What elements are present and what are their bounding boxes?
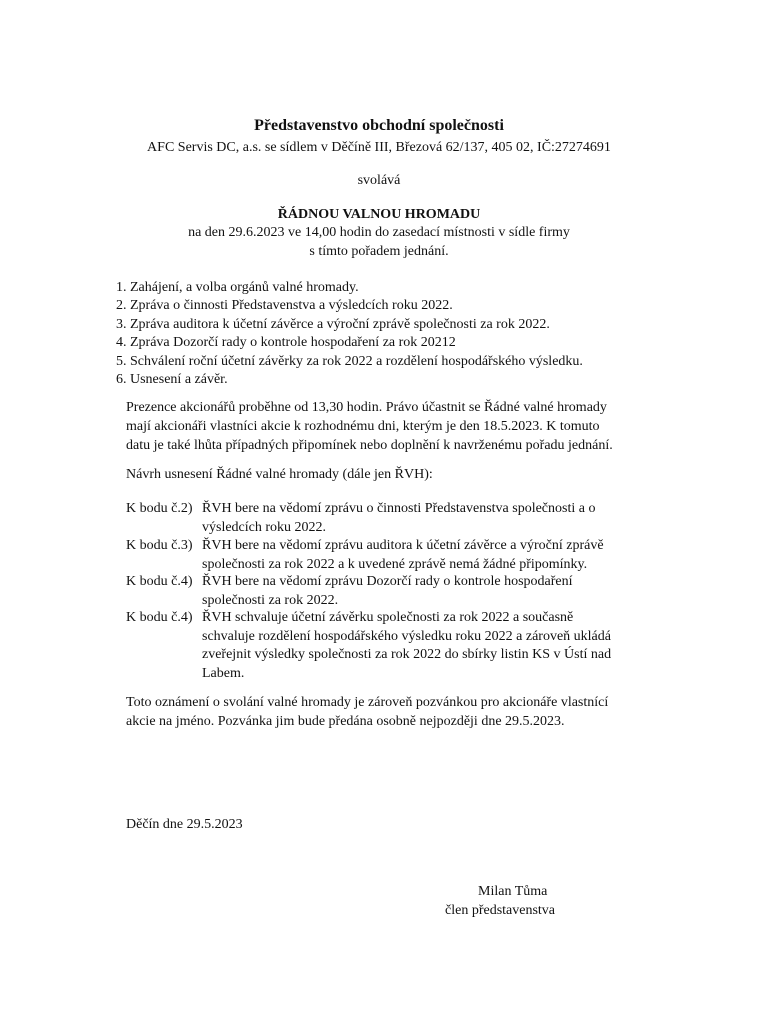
paragraph-line: mají akcionáři vlastníci akcie k rozhodnému dni, kterým je den 18.5.2023. K tomuto (126, 419, 600, 434)
agenda-item: 3. Zpráva auditora k účetní závěrce a výroční zprávě společnosti za rok 2022. (116, 316, 550, 332)
resolution-text: společnosti za rok 2022 a k uvedené zprávě nemá žádné připomínky. (202, 556, 588, 572)
document-title: Představenstvo obchodní společnosti (254, 117, 504, 134)
paragraph-line: Prezence akcionářů proběhne od 13,30 hodin. Právo účastnit se Řádné valné hromady (126, 400, 607, 415)
resolution-text: ŘVH schvaluje účetní závěrku společnosti za rok 2022 a současně (202, 610, 574, 625)
resolution-label: K bodu č.3) (126, 538, 193, 553)
presence-paragraph (126, 398, 613, 455)
resolution-text: Labem. (202, 665, 245, 681)
agenda-item: 4. Zpráva Dozorčí rady o kontrole hospodaření za rok 20212 (116, 335, 456, 351)
place-date: Děčín dne 29.5.2023 (126, 817, 243, 832)
resolution-point (126, 609, 611, 683)
resolution-label: K bodu č.4) (126, 610, 193, 625)
resolution-text: výsledcích roku 2022. (202, 519, 327, 535)
agenda-item: 2. Zpráva o činnosti Představenstva a výsledcích roku 2022. (116, 298, 453, 314)
resolution-text: společnosti za rok 2022. (202, 592, 339, 608)
agenda-item: 1. Zahájení, a volba orgánů valné hromady. (116, 280, 359, 295)
resolution-point (126, 573, 573, 610)
resolution-text: ŘVH bere na vědomí zprávu auditora k účetní závěrce a výroční zprávě (202, 538, 604, 553)
agenda-list (116, 279, 583, 389)
signature-name: Milan Tůma (478, 884, 548, 899)
paragraph-line: datu je také lhůta případných připomínek nebo doplnění k navrženému pořadu jednání. (126, 438, 613, 453)
resolution-text: ŘVH bere na vědomí zprávu o činnosti Představenstva společnosti a o (202, 501, 596, 516)
signature-role: člen představenstva (445, 903, 556, 918)
notice-paragraph (126, 693, 608, 731)
company-line: AFC Servis DC, a.s. se sídlem v Děčíně III, Březová 62/137, 405 02, IČ:27274691 (147, 140, 611, 155)
resolution-label: K bodu č.4) (126, 574, 193, 589)
agenda-item: 6. Usnesení a závěr. (116, 372, 228, 388)
proposal-intro: Návrh usnesení Řádné valné hromady (dále jen ŘVH): (126, 467, 433, 482)
resolution-label: K bodu č.2) (126, 501, 193, 516)
resolution-text: zveřejnit výsledky společnosti za rok 2022 do sbírky listin KS v Ústí nad (202, 647, 612, 662)
convenes-text: svolává (357, 173, 401, 188)
resolution-point (126, 537, 604, 574)
meeting-date-line: na den 29.6.2023 ve 14,00 hodin do zasedací místnosti v sídle firmy (188, 225, 570, 240)
resolution-text: ŘVH bere na vědomí zprávu Dozorčí rady o kontrole hospodaření (202, 574, 573, 589)
resolution-text: schvaluje rozdělení hospodářského výsledku roku 2022 a zároveň ukládá (202, 628, 611, 644)
paragraph-line: akcie na jméno. Pozvánka jim bude předána osobně nejpozději dne 29.5.2023. (126, 714, 565, 729)
paragraph-line: Toto oznámení o svolání valné hromady je zároveň pozvánkou pro akcionáře vlastnící (126, 695, 609, 710)
meeting-agenda-intro: s tímto pořadem jednání. (309, 244, 449, 259)
agenda-item: 5. Schválení roční účetní závěrky za rok 2022 a rozdělení hospodářského výsledku. (116, 353, 583, 369)
meeting-heading: ŘÁDNOU VALNOU HROMADU (277, 207, 481, 222)
resolution-point (126, 500, 595, 537)
